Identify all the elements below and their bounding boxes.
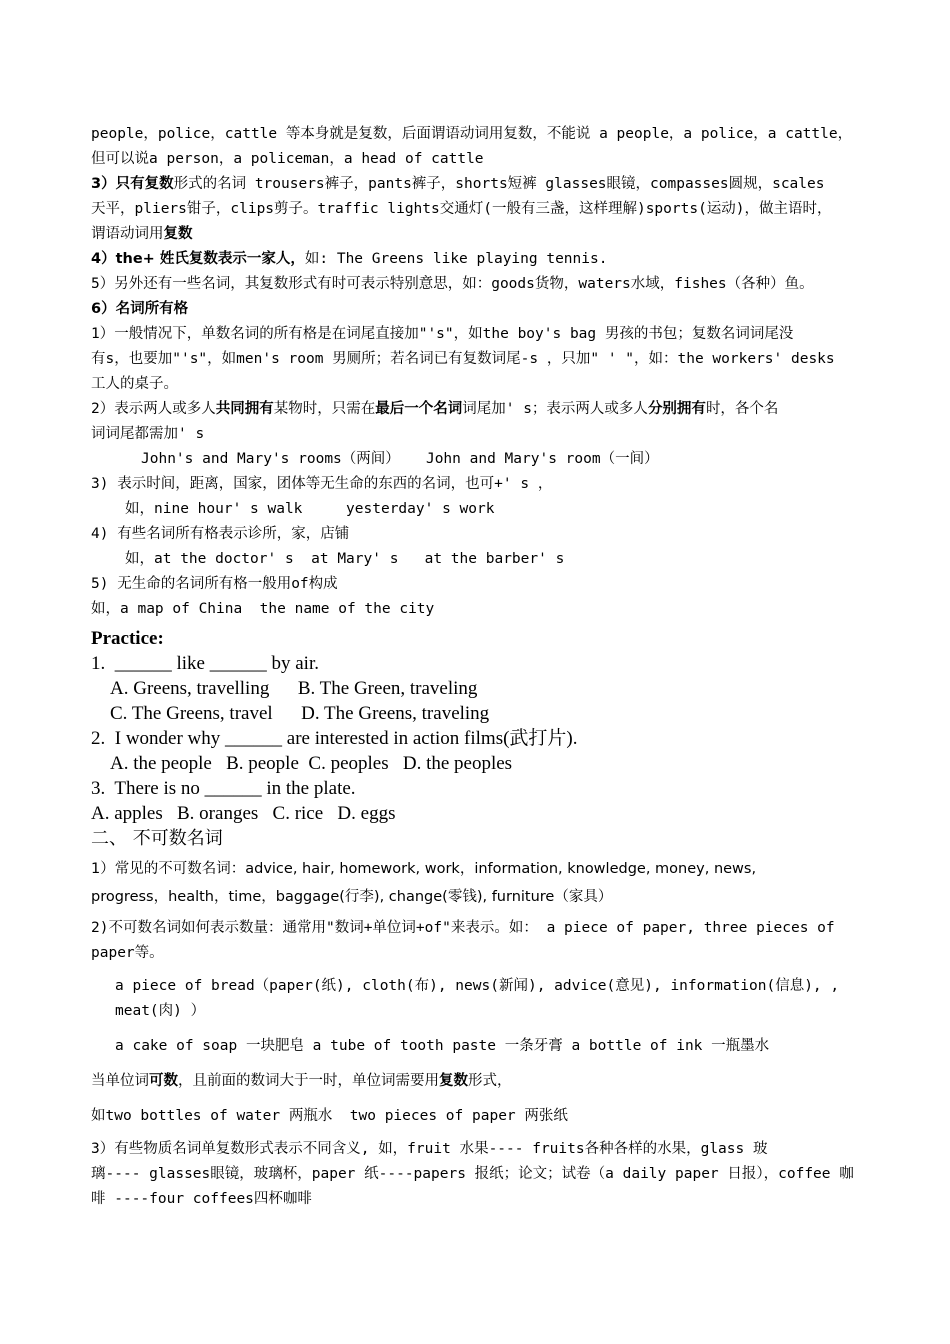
text-line <box>91 1069 867 1094</box>
text: 2）表示两人或多人 <box>91 401 216 417</box>
practice-title: Practice: <box>91 628 164 649</box>
options: A. Greens, travelling B. The Green, traveling <box>110 678 478 699</box>
example-line: meat(肉) ） <box>115 1003 206 1019</box>
document-body <box>91 122 867 1212</box>
text-line <box>91 172 867 197</box>
text: 某物时，只需在 <box>273 401 376 417</box>
text-line: 词词尾都需加' s <box>91 426 205 442</box>
options: A. the people B. people C. peoples D. the peoples <box>110 753 513 774</box>
text-line <box>91 222 867 247</box>
text-line: 4) 有些名词所有格表示诊所，家，店铺 <box>91 526 350 542</box>
text-line: 3）有些物质名词单复数形式表示不同含义, 如，fruit 水果---- fruits各种各样的水果，glass 玻 <box>91 1141 768 1157</box>
text-line: 天平，pliers钳子，clips剪子。traffic lights交通灯(一般有三盏，这样理解)sports(运动)，做主语时， <box>91 201 832 217</box>
text-line: 5) 无生命的名词所有格一般用of构成 <box>91 576 338 592</box>
bold-text: 复数 <box>163 226 193 242</box>
text: 形式， <box>468 1073 512 1089</box>
text-line: 5）另外还有一些名词，其复数形式有时可表示特别意思，如：goods货物，waters水域，fishes（各种）鱼。 <box>91 276 814 292</box>
text-line: 啡 ----four coffees四杯咖啡 <box>91 1191 312 1207</box>
subheading: 6）名词所有格 <box>91 301 189 317</box>
text-line <box>91 397 867 422</box>
text: 如: The Greens like playing tennis. <box>304 251 608 267</box>
example-line: a piece of bread（paper(纸), cloth(布), news(新闻), advice(意见), information(信息), , <box>115 978 840 994</box>
bold-text: 可数 <box>149 1073 178 1089</box>
text-line: 2)不可数名词如何表示数量：通常用"数词+单位词+of"来表示。如： a piece of paper, three pieces of <box>91 920 835 936</box>
example-line: a cake of soap 一块肥皂 a tube of tooth paste 一条牙膏 a bottle of ink 一瓶墨水 <box>115 1038 770 1054</box>
bold-text: 复数 <box>439 1073 468 1089</box>
text-line: progress，health，time，baggage(行李), change(零钱), furniture（家具） <box>91 889 613 905</box>
text-line: 1）一般情况下，单数名词的所有格是在词尾直接加"'s"，如the boy's bag 男孩的书包；复数名词词尾没 <box>91 326 794 342</box>
text-line: 但可以说a person，a policeman，a head of cattle <box>91 151 484 167</box>
bold-text: 4）the+ 姓氏复数表示一家人， <box>91 251 305 267</box>
text-line: 工人的桌子。 <box>91 376 178 392</box>
example-line: 如，at the doctor' s at Mary' s at the barber' s <box>125 551 565 567</box>
text-line: 如two bottles of water 两瓶水 two pieces of paper 两张纸 <box>91 1108 568 1124</box>
text: 当单位词 <box>91 1073 149 1089</box>
question: 2. I wonder why ______ are interested in action films(武打片). <box>91 728 578 749</box>
options: C. The Greens, travel D. The Greens, traveling <box>110 703 490 724</box>
example-line: John's and Mary's rooms（两间） John and Mary's room（一间） <box>141 451 659 467</box>
text: 形式的名词 trousers裤子，pants裤子，shorts短裤 glasses眼镜，compasses圆规，scales <box>173 176 825 192</box>
text-line <box>91 247 867 272</box>
example-line: 如，nine hour' s walk yesterday' s work <box>125 501 495 517</box>
text: 谓语动词用 <box>91 226 164 242</box>
text: 时，各个名 <box>705 401 779 417</box>
text: 词尾加' s；表示两人或多人 <box>462 401 648 417</box>
text-line: 如，a map of China the name of the city <box>91 601 435 617</box>
text-line: 有s，也要加"'s"，如men's room 男厕所；若名词已有复数词尾-s ，只加" ' "，如：the workers' desks <box>91 351 835 367</box>
text-line: 璃---- glasses眼镜，玻璃杯，paper 纸----papers 报纸；论文；试卷（a daily paper 日报），coffee 咖 <box>91 1166 854 1182</box>
text-line: people，police，cattle 等本身就是复数，后面谓语动词用复数，不能说 a people，a police，a cattle， <box>91 126 853 142</box>
bold-text: 分别拥有 <box>647 401 706 417</box>
text: ，且前面的数词大于一时，单位词需要用 <box>178 1073 439 1089</box>
bold-text: 共同拥有 <box>215 401 274 417</box>
text-line: 3) 表示时间，距离，国家，团体等无生命的东西的名词，也可+' s ， <box>91 476 553 492</box>
bold-text: 最后一个名词 <box>375 401 463 417</box>
section-heading: 二、 不可数名词 <box>91 828 223 849</box>
bold-text: 3）只有复数 <box>91 176 174 192</box>
question: 3. There is no ______ in the plate. <box>91 778 356 799</box>
text-line: 1）常见的不可数名词：advice, hair, homework, work，information, knowledge, money, news, <box>91 861 757 877</box>
text-line: paper等。 <box>91 945 164 961</box>
question: 1. ______ like ______ by air. <box>91 653 319 674</box>
options: A. apples B. oranges C. rice D. eggs <box>91 803 396 824</box>
